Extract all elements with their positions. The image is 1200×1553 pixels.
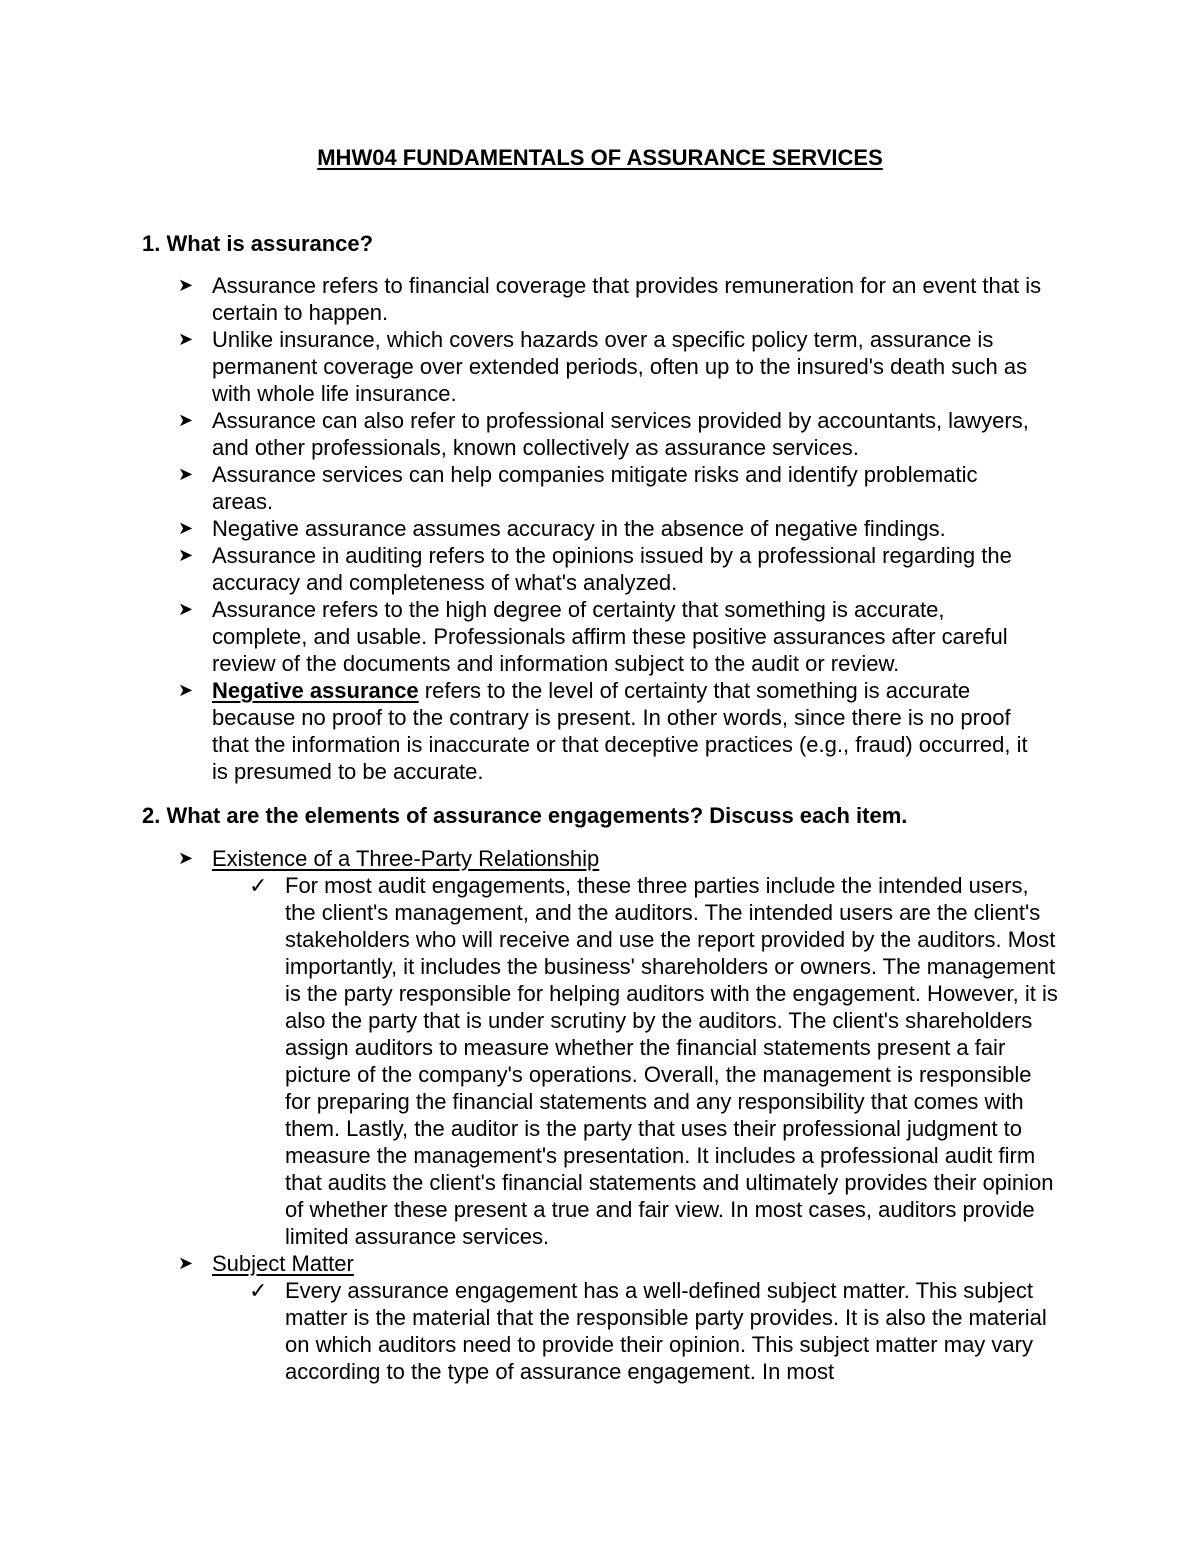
answer-list-1 (0, 272, 1042, 785)
list-item: ➤ Assurance can also refer to professional services provided by accountants, lawyers, and other professionals, known collectively as assurance services. (178, 408, 1029, 460)
arrowhead-bullet-icon: ➤ (178, 275, 194, 295)
list-item (0, 845, 1058, 1250)
question-2: 2. What are the elements of assurance engagements? Discuss each item. (142, 803, 908, 828)
arrowhead-bullet-icon: ➤ (178, 464, 194, 484)
element-heading: Subject Matter (212, 1251, 354, 1276)
arrowhead-bullet-icon: ➤ (178, 329, 194, 349)
arrowhead-bullet-icon: ➤ (178, 1253, 194, 1273)
list-item: ➤ Negative assurance refers to the level of certainty that something is accurate because no proof to the contrary is present. In other words, since there is no proof that the information is inaccurate or that deceptive practices (e.g., fraud) occurred, it is presumed to be accurate. (178, 678, 1028, 784)
arrowhead-bullet-icon: ➤ (178, 410, 194, 430)
element-heading: Existence of a Three-Party Relationship (212, 846, 600, 871)
answer-list-2 (0, 845, 1058, 1385)
arrowhead-bullet-icon: ➤ (178, 545, 194, 565)
element-detail: ✓ Every assurance engagement has a well-defined subject matter. This subject matter is the material that the responsible party provides. It is also the material on which auditors need to provide their opinion. This subject matter may vary according to the type of assurance engagement. In most (249, 1278, 1047, 1384)
question-1: 1. What is assurance? (142, 231, 374, 256)
checkmark-icon: ✓ (249, 873, 268, 898)
element-detail-list (212, 872, 1058, 1250)
arrowhead-bullet-icon: ➤ (178, 848, 194, 868)
checkmark-icon: ✓ (249, 1278, 268, 1303)
document-title: MHW04 FUNDAMENTALS OF ASSURANCE SERVICES (317, 145, 883, 170)
arrowhead-bullet-icon: ➤ (178, 680, 194, 700)
element-detail: ✓ For most audit engagements, these three parties include the intended users, the client's management, and the auditors. The intended users are the client's stakeholders who will receive and use the report provided by the auditors. Most importantly, it includes the business' shareholders or owners. The management is the party responsible for helping auditors with the engagement. However, it is also the party that is under scrutiny by the auditors. The client's shareholders assign auditors to measure whether the financial statements present a fair picture of the company's operations. Overall, the management is responsible for preparing the financial statements and any responsibility that comes with them. Lastly, the auditor is the party that uses their professional judgment to measure the management's presentation. It includes a professional audit firm that audits the client's financial statements and ultimately provides their opinion of whether these present a true and fair view. In most cases, auditors provide limited assurance services. (249, 873, 1058, 1249)
list-item (0, 1250, 1047, 1385)
arrowhead-bullet-icon: ➤ (178, 599, 194, 619)
list-item: ➤ Assurance in auditing refers to the opinions issued by a professional regarding the accuracy and completeness of what's analyzed. (178, 543, 1012, 595)
list-item: ➤ Negative assurance assumes accuracy in the absence of negative findings. (178, 516, 946, 541)
arrowhead-bullet-icon: ➤ (178, 518, 194, 538)
negative-assurance-term: Negative assurance (212, 678, 419, 703)
list-item: ➤ Assurance refers to financial coverage that provides remuneration for an event that is certain to happen. (178, 273, 1042, 325)
list-item: ➤ Unlike insurance, which covers hazards over a specific policy term, assurance is permanent coverage over extended periods, often up to the insured's death such as with whole life insurance. (178, 327, 1028, 406)
list-item: ➤ Assurance services can help companies mitigate risks and identify problematic areas. (178, 462, 978, 514)
list-item: ➤ Assurance refers to the high degree of certainty that something is accurate, complete, and usable. Professionals affirm these positive assurances after careful review of the documents and information subject to the audit or review. (178, 597, 1008, 676)
element-detail-list (212, 1277, 1047, 1385)
